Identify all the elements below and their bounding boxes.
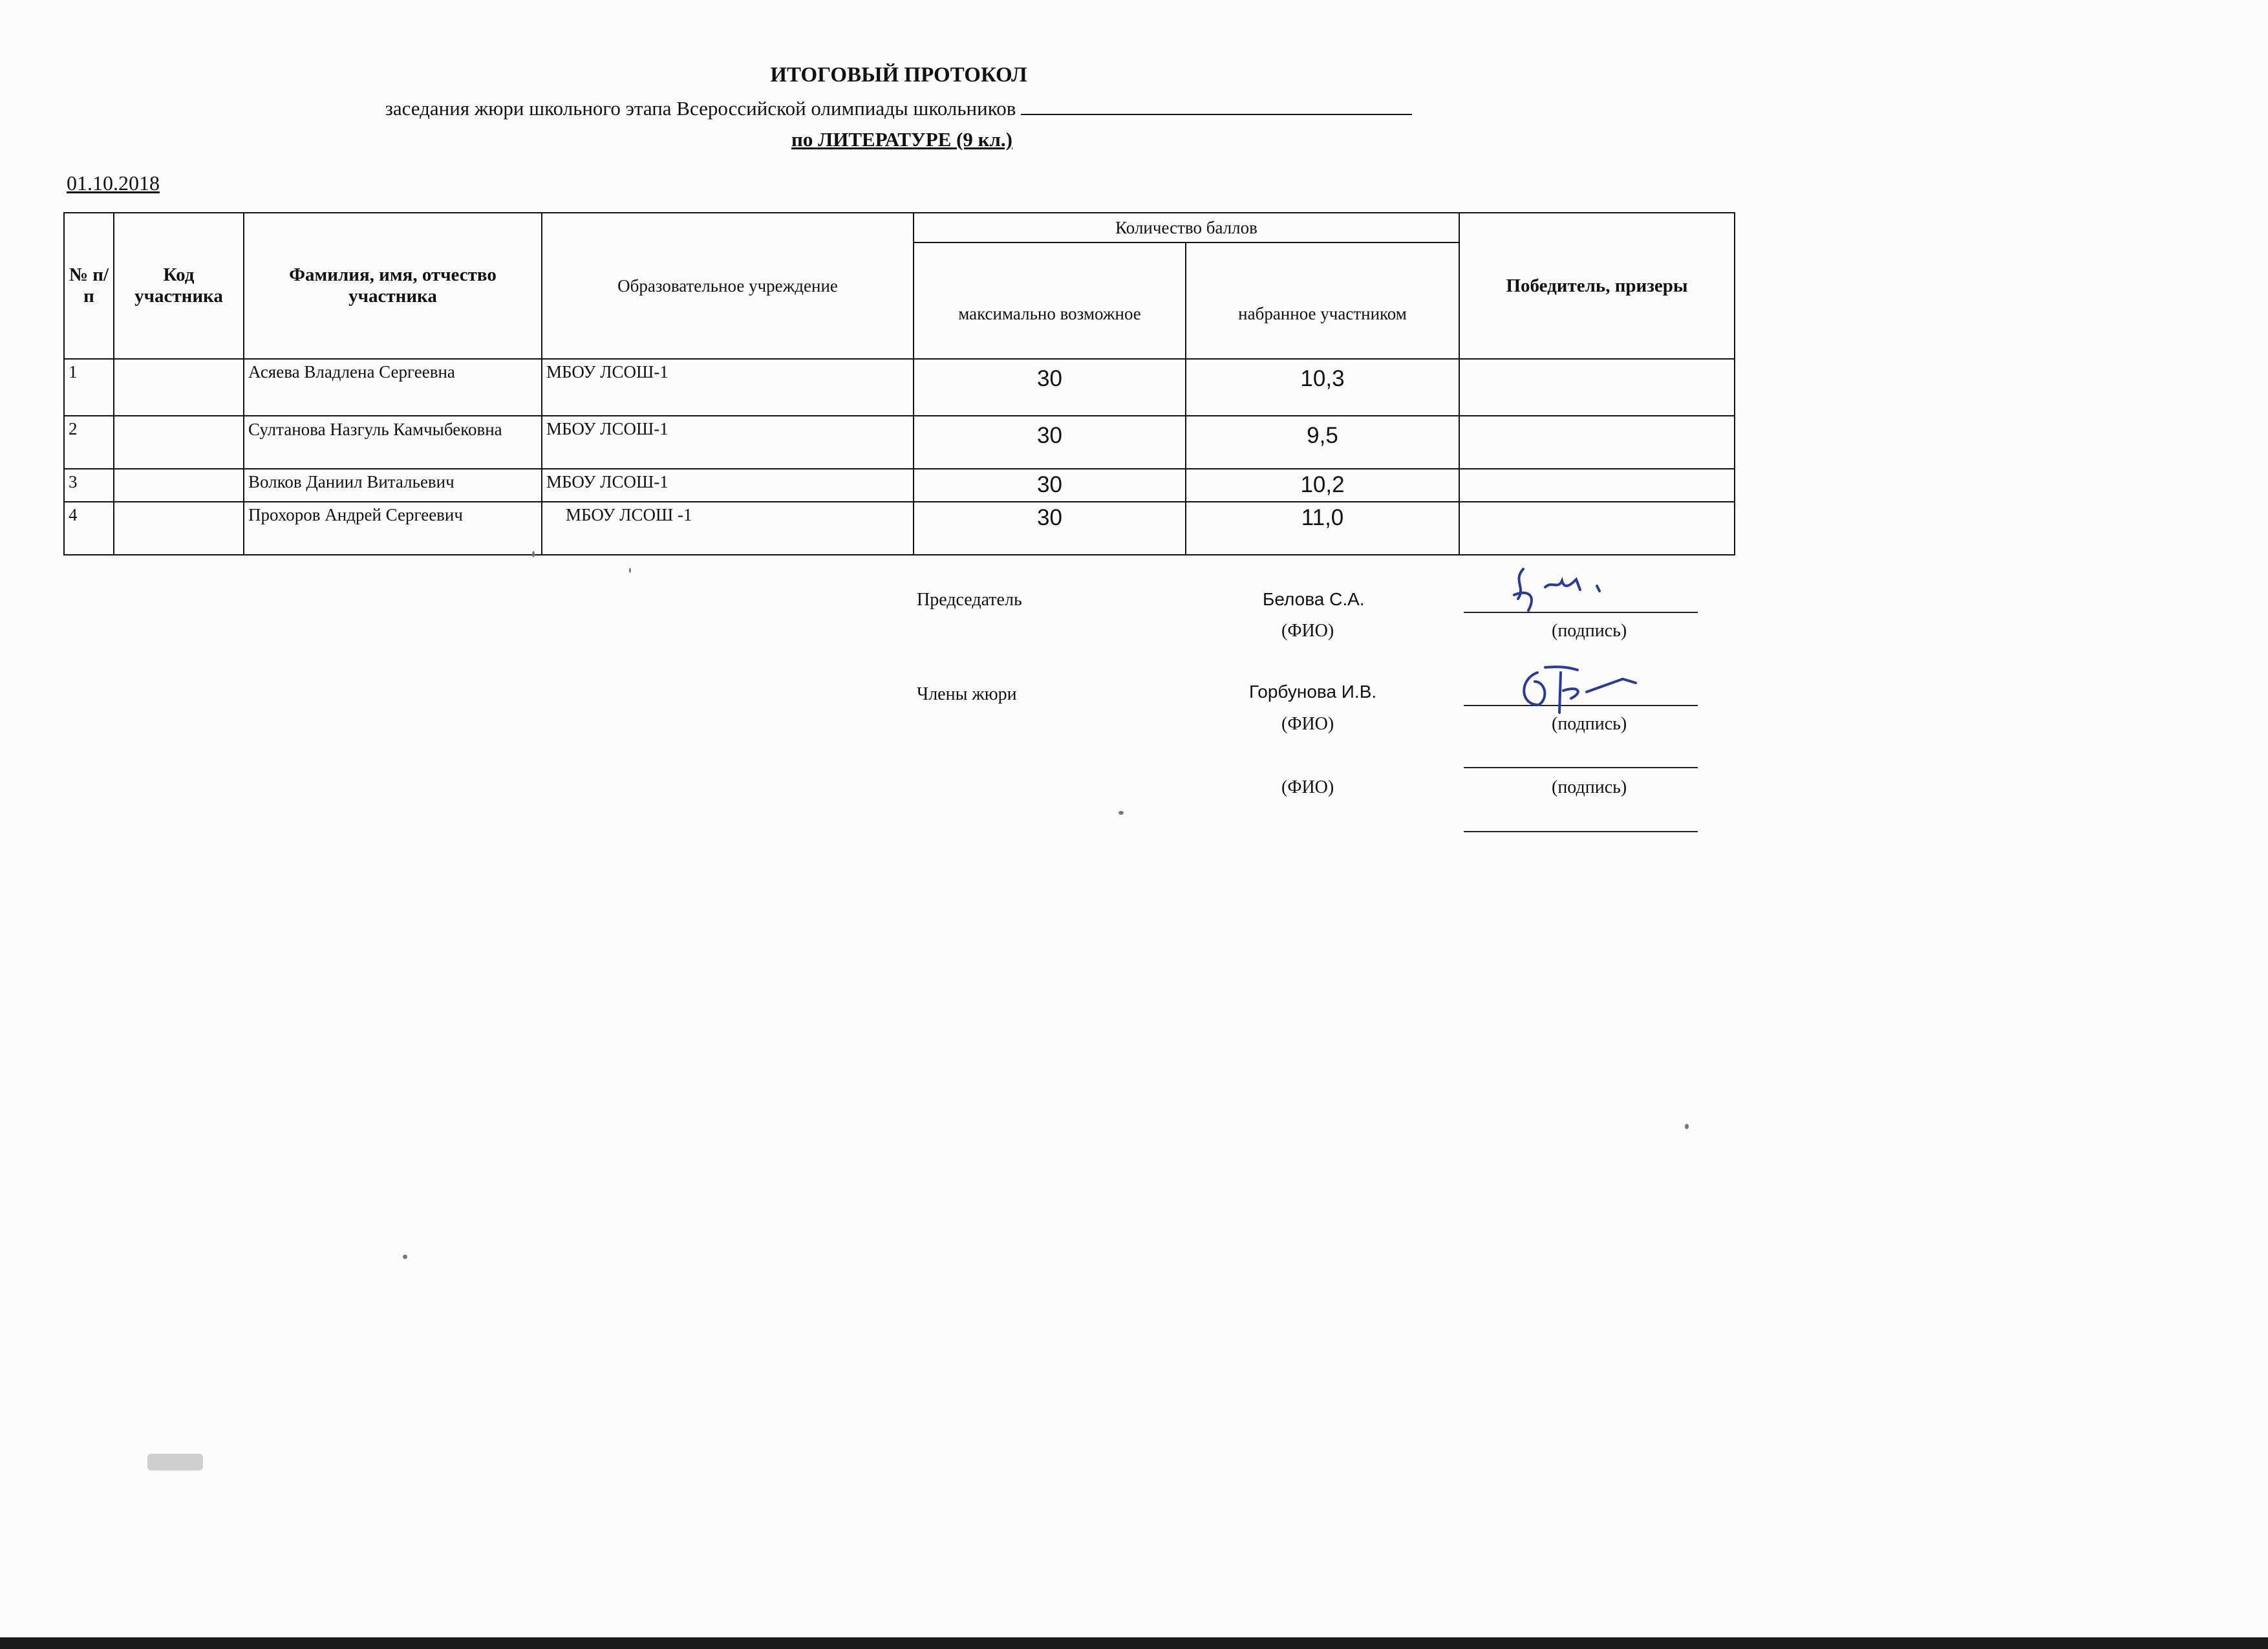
document-subject: по ЛИТЕРАТУРЕ (9 кл.) — [791, 128, 1012, 151]
cell-scored: 11,0 — [1186, 502, 1459, 555]
col-header-max: максимально возможное — [914, 242, 1186, 359]
col-header-scored: набранное участником — [1186, 242, 1459, 359]
member1-fio-hint: (ФИО) — [1281, 714, 1334, 734]
cell-code — [114, 416, 244, 469]
chair-signature-icon — [1500, 561, 1668, 620]
member2-signature-line — [1464, 767, 1698, 768]
cell-num: 3 — [64, 469, 114, 502]
cell-scored: 9,5 — [1186, 416, 1459, 469]
document-subtitle — [0, 97, 1797, 120]
cell-scored: 10,2 — [1186, 469, 1459, 502]
col-header-points-group: Количество баллов — [914, 213, 1459, 242]
table-row — [64, 469, 1735, 502]
cell-school: МБОУ ЛСОШ-1 — [542, 359, 914, 416]
cell-school: МБОУ ЛСОШ -1 — [542, 502, 914, 555]
member2-fio-hint: (ФИО) — [1281, 777, 1334, 797]
chair-fio-hint: (ФИО) — [1281, 621, 1334, 641]
cell-max: 30 — [914, 469, 1186, 502]
header-row-top — [64, 213, 1735, 242]
cell-name: Волков Даниил Витальевич — [244, 469, 542, 502]
results-table — [63, 212, 1735, 555]
cell-name: Султанова Назгуль Камчыбековна — [244, 416, 542, 469]
cell-code — [114, 502, 244, 555]
cell-winner — [1459, 359, 1735, 416]
table-row — [64, 416, 1735, 469]
col-header-school: Образовательное учреждение — [542, 213, 914, 359]
chair-name: Белова С.А. — [1263, 589, 1365, 609]
scan-speck — [532, 551, 535, 557]
members-label: Члены жюри — [917, 684, 1017, 704]
member2-sign-hint: (подпись) — [1552, 777, 1627, 797]
table-row — [64, 359, 1735, 416]
cell-max: 30 — [914, 502, 1186, 555]
subtitle-blank-line — [1021, 97, 1412, 115]
scan-speck — [1118, 811, 1124, 815]
chair-label: Председатель — [917, 590, 1022, 610]
cell-scored: 10,3 — [1186, 359, 1459, 416]
cell-winner — [1459, 416, 1735, 469]
document-title: ИТОГОВЫЙ ПРОТОКОЛ — [770, 63, 1027, 87]
col-header-code: Код участника — [114, 213, 244, 359]
chair-sign-hint: (подпись) — [1552, 621, 1627, 641]
cell-winner — [1459, 469, 1735, 502]
scan-speck — [403, 1255, 407, 1259]
cell-num: 2 — [64, 416, 114, 469]
col-header-winners: Победитель, призеры — [1459, 213, 1735, 359]
scan-smudge — [147, 1454, 203, 1471]
member1-name: Горбунова И.В. — [1249, 682, 1377, 702]
cell-school: МБОУ ЛСОШ-1 — [542, 416, 914, 469]
member1-sign-hint: (подпись) — [1552, 714, 1627, 734]
cell-code — [114, 359, 244, 416]
member2-bottom-line — [1464, 831, 1698, 832]
document-date: 01.10.2018 — [67, 171, 160, 195]
subtitle-text: заседания жюри школьного этапа Всероссийской олимпиады школьников — [385, 97, 1016, 120]
cell-max: 30 — [914, 416, 1186, 469]
scan-bottom-edge — [0, 1637, 2268, 1649]
cell-school: МБОУ ЛСОШ-1 — [542, 469, 914, 502]
cell-name: Прохоров Андрей Сергеевич — [244, 502, 542, 555]
cell-max: 30 — [914, 359, 1186, 416]
cell-name: Асяева Владлена Сергеевна — [244, 359, 542, 416]
scan-speck — [629, 568, 631, 573]
col-header-num: № п/п — [64, 213, 114, 359]
table-row — [64, 502, 1735, 555]
cell-num: 1 — [64, 359, 114, 416]
col-header-name: Фамилия, имя, отчество участника — [244, 213, 542, 359]
cell-num: 4 — [64, 502, 114, 555]
scan-speck — [1685, 1124, 1689, 1129]
cell-code — [114, 469, 244, 502]
cell-winner — [1459, 502, 1735, 555]
